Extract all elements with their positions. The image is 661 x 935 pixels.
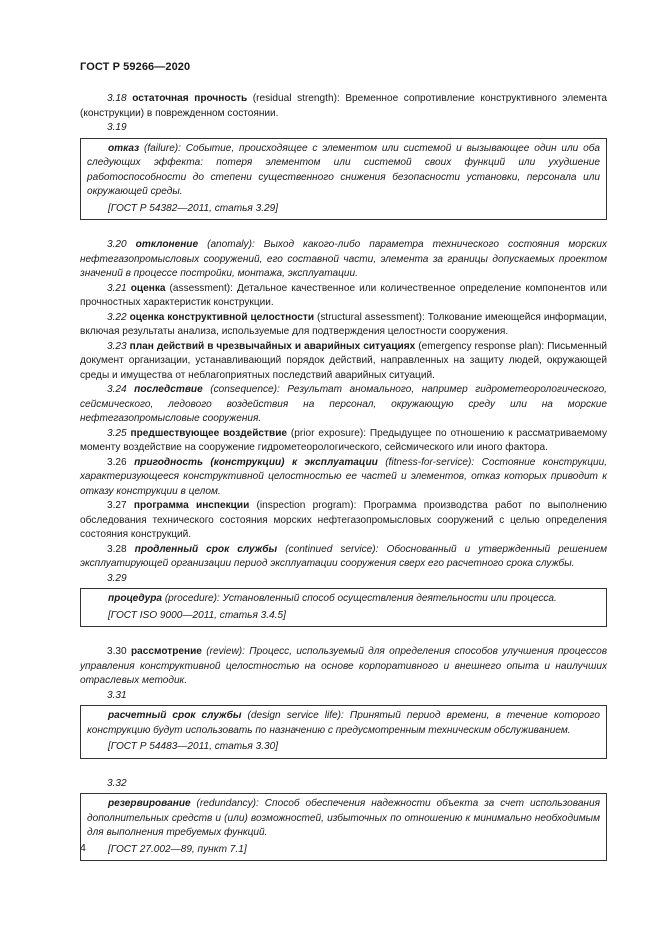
entry-3-30: 3.30 рассмотрение (review): Процесс, используемый для определения способов улучшения процессов управления конструктивной целостностью на основе корпоративного и внешнего опыта и наилучших отраслевых методик. bbox=[80, 646, 607, 686]
entry-3-22: 3.22 оценка конструктивной целостности (structural assessment): Толкование имеющейся информации, включая результаты анализа, используемые для подтверждения целостности сооружения. bbox=[80, 311, 607, 337]
entry-3-31-number: 3.31 bbox=[107, 689, 127, 701]
entry-3-29-number: 3.29 bbox=[107, 572, 127, 584]
entry-3-19-box bbox=[80, 138, 607, 221]
entry-3-26: 3.26 пригодность (конструкции) к эксплуатации (fitness-for-service): Состояние конструкции, характеризующееся конструктивной целостностью ее частей и элементов, отказ которых приводит к отказу конструкции в целом. bbox=[80, 456, 607, 497]
entry-3-19-source: [ГОСТ Р 54382—2011, статья 3.29] bbox=[108, 202, 279, 214]
entry-3-24: 3.24 последствие (consequence): Результат аномального, например гидрометеорологического, сейсмического, ледового воздействия на персонал, окружающую среду или на морские нефтегазопромысловые сооружения. bbox=[80, 384, 607, 424]
entry-3-31-source: [ГОСТ Р 54483—2011, статья 3.30] bbox=[108, 741, 279, 752]
document-header: ГОСТ Р 59266—2020 bbox=[80, 61, 191, 73]
entry-3-32-box bbox=[80, 793, 607, 861]
entry-3-32-number: 3.32 bbox=[107, 777, 127, 789]
entry-3-19: отказ (failure): Событие, происходящее с элементом или системой и вызывающее один или оба следующих эффекта: потеря элементом или системой своих функций или ухудшение работоспособности до степени существенного снижения безопасности установки, персонала или окружающей среды. bbox=[87, 142, 600, 197]
document-body bbox=[80, 92, 607, 865]
entry-3-29: процедура (procedure): Установленный способ осуществления деятельности или процесса. bbox=[108, 593, 557, 604]
entry-3-21: 3.21 оценка (assessment): Детальное качественное или количественное определение компонентов или прочностных характеристик конструкции. bbox=[80, 282, 607, 308]
entry-3-31: расчетный срок службы (design service life): Принятый период времени, в течение которого конструкцию будут использовать по назначению с предусмотренным техническим обслуживанием. bbox=[87, 710, 600, 736]
entry-3-20: 3.20 отклонение (anomaly): Выход какого-либо параметра технического состояния морских нефтегазопромысловых сооружений, его составной части, элемента за границы допускаемых проектом значений в процессе постройки, монтажа, эксплуатации. bbox=[80, 239, 607, 279]
page-number: 4 bbox=[80, 842, 86, 854]
entry-3-27: 3.27 программа инспекции (inspection program): Программа производства работ по выполнению обследования технического состояния морских нефтегазопромысловых сооружений с целью определения состояния конструкций. bbox=[80, 500, 607, 540]
entry-3-31-box bbox=[80, 705, 607, 759]
entry-3-18: 3.18 остаточная прочность (residual strength): Временное сопротивление конструктивного элемента (конструкции) в поврежденном состоянии. bbox=[80, 93, 608, 119]
entry-3-28: 3.28 продленный срок службы (continued service): Обоснованный и утвержденный решением эксплуатирующей организации период эксплуатации сооружения сверх его расчетного срока службы. bbox=[80, 543, 607, 569]
entry-3-32: резервирование (redundancy): Способ обеспечения надежности объекта за счет использования дополнительных средств и (или) возможностей, избыточных по отношению к минимально необходимым для выполнения требуемых функций. bbox=[87, 798, 600, 838]
entry-3-25: 3.25 предшествующее воздействие (prior exposure): Предыдущее по отношению к рассматриваемому моменту воздействие на сооружение гидрометеорологического, сейсмического или иного фактора. bbox=[80, 427, 608, 453]
entry-3-29-box bbox=[80, 588, 607, 627]
entry-3-32-source: [ГОСТ 27.002—89, пункт 7.1] bbox=[108, 843, 247, 855]
entry-3-19-number: 3.19 bbox=[107, 122, 127, 133]
entry-3-23: 3.23 план действий в чрезвычайных и аварийных ситуациях (emergency response plan): Письменный документ организации, устанавливающий порядок действий, направленных на защиту людей, окружающей среды и имущества от неблагоприятных последствий аварийных ситуаций. bbox=[80, 340, 608, 381]
entry-3-29-source: [ГОСТ ISO 9000—2011, статья 3.4.5] bbox=[108, 609, 286, 621]
